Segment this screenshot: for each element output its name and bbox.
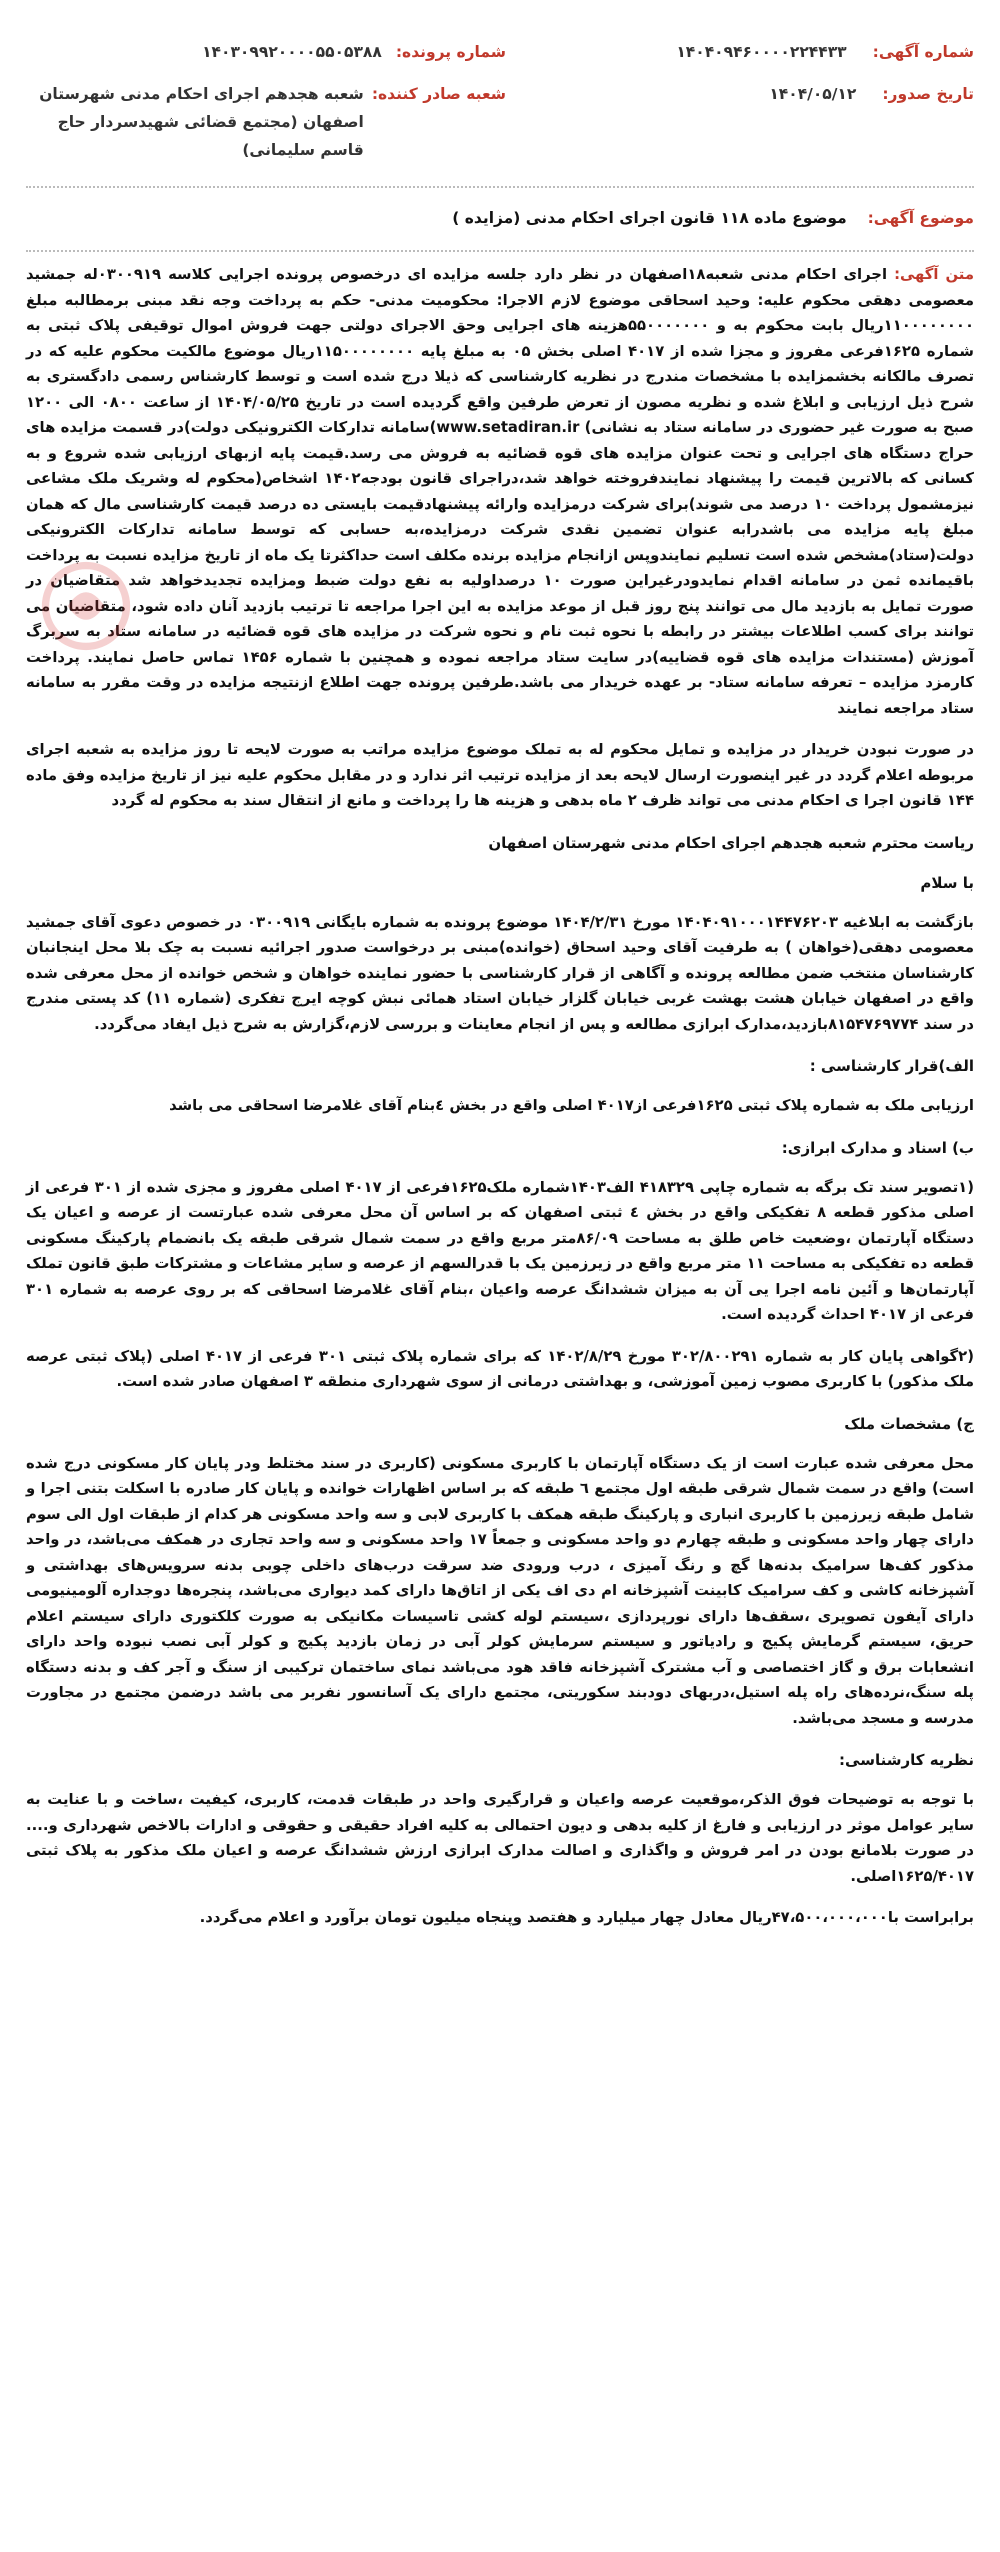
header-divider (26, 186, 974, 188)
ad-number (534, 38, 974, 66)
ad-number-label: شماره آگهی: (872, 43, 974, 61)
subject-divider (26, 250, 974, 252)
case-number-label: شماره پرونده: (395, 43, 506, 61)
section-jim-heading: ج) مشخصات ملک (844, 1414, 974, 1433)
issue-date-value: ۱۴۰۴/۰۵/۱۲ (769, 85, 857, 103)
section-be-heading: ب) اسناد و مدارک ابرازی: (781, 1138, 974, 1157)
body-paragraph-9: محل معرفی شده عبارت است از یک دستگاه آپارتمان با کاربری مسکونی (کاربری در سند مختلط ودر پایان کار مسکونی درج شده است) واقع در سمت شمال شرقی طبقه اول مجتمع ٦ طبقه که بر اساس اظهارات خوانده و پایان کار صادره با اسکلت بتنی اجرا و شامل طبقه زیرزمین با کاربری انباری و پارکینگ طبقه همکف با کاربری لابی و سه واحد مسکونی هر کدام از طبقات اول الی سوم دارای چهار واحد مسکونی و طبقه چهارم دو واحد مسکونی و جمعاً ۱۷ واحد مسکونی و سه واحد تجاری در همکف می‌باشد، در واحد مذکور کف‌ها سرامیک بدنه‌ها گچ و رنگ آمیزی ، درب ورودی ضد سرقت درب‌های داخلی چوبی بدنه سرویس‌های بهداشتی و آشپزخانه کاشی و کف سرامیک کابینت آشپزخانه ام دی اف یکی از اتاق‌ها دارای کمد دیواری می‌باشد، پنجره‌ها دوجداره آلومینیومی دارای آیفون تصویری ،سقف‌ها دارای نورپردازی ،سیستم لوله کشی تاسیسات مکانیکی به صورت کلکتوری دارای سیستم اعلام حریق، سیستم گرمایش پکیج و رادیاتور و سیستم سرمایش کولر آبی در زمان بازدید پکیج و کولر آبی نصب نبوده واحد دارای انشعابات برق و گاز اختصاصی و آب مشترک آشپزخانه فاقد هود می‌باشد نمای ساختمان ترکیبی از سنگ و آجر کف و بدنه دستگاه پله سنگ،نرده‌های راه پله استیل،دربهای دودبند سکوریتی، مجتمع دارای یک آسانسور نفربر می باشد درضمن مجتمع در مجاورت مدرسه و مسجد می‌باشد. (26, 1454, 975, 1727)
issuer-value: شعبه هجدهم اجرای احکام مدنی شهرستان اصفهان (مجتمع قضائی شهیدسردار حاج قاسم سلیمانی) (39, 85, 364, 159)
header-row-2 (26, 80, 974, 164)
ad-subject (26, 204, 974, 232)
ad-body (26, 262, 974, 1931)
body-paragraph-7: (۱تصویر سند تک برگه به شماره چاپی ۴۱۸۳۲۹ الف۱۴۰۳شماره ملک۱۶۲۵فرعی از ۴۰۱۷ اصلی مفروز و مجزی شده از ۳۰۱ فرعی از اصلی مذکور قطعه ٨ تفکیکی واقع در بخش ٤ ثبتی اصفهان که بر اساس آن محل معرفی شده عبارتست از عرصه و اعیان یک دستگاه آپارتمان ،وضعیت خاص طلق به مساحت ۸۶/۰۹متر مربع واقع در سمت شمال شرقی طبقه یک بانضمام پارکینگ مسکونی قطعه ده تفکیکی به مساحت ۱۱ متر مربع واقع در زیرزمین یک با قدرالسهم از عرصه و سایر مشاعات و مشترکات طبق قانون تملک آپارتمان‌ها و آئین نامه اجرا یی آن به میزان ششدانگ عرصه واعیان ،بنام آقای غلامرضا اسحاقی که بر روی عرصه به شماره ۳۰۱ فرعی از ۴۰۱۷ احداث گردیده است. (26, 1178, 975, 1323)
section-alef-heading: الف)قرار کارشناسی : (809, 1057, 974, 1075)
issue-date-label: تاریخ صدور: (882, 85, 974, 103)
greeting: با سلام (920, 873, 974, 892)
case-number-value: ۱۴۰۳۰۹۹۲۰۰۰۰۵۵۰۵۳۸۸ (202, 43, 382, 61)
body-paragraph-5: بازگشت به ابلاغیه ۱۴۰۴۰۹۱۰۰۰۱۴۴۷۶۲۰۳ مورخ ۱۴۰۴/۲/۳۱ موضوع پرونده به شماره بایگانی ۰۳۰۰۹۱۹ در خصوص دعوی آقای جمشید معصومی دهقی(خواهان ) به طرفیت آقای وحید اسحاق (خوانده)مبنی بر درخواست صدور اجرائیه نسبت به چک بلا محل اینجانبان کارشناسان منتخب ضمن مطالعه پرونده و آگاهی از قرار کارشناسی با حضور نماینده خواهان و شخص خوانده از محل معرفی شده واقع در اصفهان خیابان هشت بهشت غربی خیابان گلزار خیابان استاد همائی نبش کوچه ایرج تفکری (شماره ۱۱) کد پستی مندرج در سند ۸۱۵۴۷۶۹۷۷۴بازدید،مدارک ابرازی مطالعه و پس از انجام معاینات و بررسی لازم،گزارش به شرح ذیل ایفاد می‌گردد. (26, 913, 974, 1033)
issue-date (534, 80, 974, 108)
body-paragraph-2: در صورت نبودن خریدار در مزایده و تمایل محکوم له به تملک موضوع مزایده مراتب به صورت لایحه تا روز مزایده به شعبه اجرای مربوطه اعلام گردد در غیر اینصورت ارسال لایحه بعد از مزایده ترتیب اثر ندارد و در مقابل محکوم علیه نیز از تاریخ مزایده وفق ماده ۱۴۴ قانون اجرا ی احکام مدنی می تواند ظرف ۲ ماه بدهی و هزینه ها را پرداخت و مانع از انتقال سند به محکوم له گردد (26, 741, 974, 809)
body-paragraph-6: ارزیابی ملک به شماره پلاک ثبتی ۱۶۲۵فرعی از۴۰۱۷ اصلی واقع در بخش ٤بنام آقای غلامرضا اسحاقی می باشد (169, 1097, 974, 1114)
red-seal-watermark-icon (40, 560, 132, 652)
issuer (26, 80, 506, 164)
subject-value: موضوع ماده ۱۱۸ قانون اجرای احکام مدنی (مزایده ) (452, 209, 847, 227)
case-number (26, 38, 506, 66)
body-text-label: متن آگهی: (894, 266, 974, 283)
addressee-heading: ریاست محترم شعبه هجدهم اجرای احکام مدنی شهرستان اصفهان (488, 833, 974, 852)
ad-number-value: ۱۴۰۴۰۹۴۶۰۰۰۰۲۲۴۴۳۳ (676, 43, 847, 61)
body-paragraph-1 (26, 262, 974, 721)
issuer-label: شعبه صادر کننده: (371, 85, 506, 103)
body-paragraph-8: (۲گواهی پایان کار به شماره ۳۰۲/۸۰۰۲۹۱ مورخ ۱۴۰۲/۸/۲۹ که برای شماره پلاک ثبتی ۳۰۱ فرعی از ۴۰۱۷ اصلی (پلاک ثبتی عرصه ملک مذکور) با کاربری مصوب زمین آموزشی، و بهداشتی درمانی از سوی شهرداری منطقه ۳ اصفهان صادر شده است. (26, 1347, 974, 1390)
body-paragraph-11: برابراست با۴۷،۵۰۰،۰۰۰،۰۰۰ریال معادل چهار میلیارد و هفتصد وپنجاه میلیون تومان برآورد و اعلام می‌گردد. (199, 1909, 974, 1926)
header-row-1 (26, 38, 974, 66)
body-paragraph-1-text: اجرای احکام مدنی شعبه۱۸اصفهان در نظر دارد جلسه مزایده ای درخصوص پرونده اجرایی کلاسه ۰۳۰۰۹۱۹له جمشید معصومی دهقی محکوم علیه: وحید اسحاقی موضوع لازم الاجرا: محکومیت مدنی- حکم به پرداخت وجه نقد مبنی برمطالبه مبلغ ۱۱۰۰۰۰۰۰۰۰ریال بابت محکوم به و ۵۵۰۰۰۰۰۰۰هزینه های اجرایی وحق الاجرای دولتی جهت فروش اموال توقیفی پلاک ثبتی به شماره ۱۶۲۵فرعی مفروز و مجزا شده از ۴۰۱۷ اصلی بخش ۰۵ به مبلغ پایه ۱۱۵۰۰۰۰۰۰۰۰ریال موضوع مالکیت محکوم علیه که در تصرف مالکانه بخشمزایده با مشخصات مندرج در نظریه کارشناسی که ذیلا درج شده است و توسط کارشناس رسمی دادگستری به شرح ذیل ارزیابی و ابلاغ شده و نظریه مصون از تعرض طرفین واقع گردیده است در تاریخ ۱۴۰۴/۰۵/۲۵ از ساعت ۰۸۰۰ الی ۱۲۰۰ صبح به صورت غیر حضوری در سامانه ستاد به نشانی) www.setadiran.ir)سامانه تدارکات الکترونیکی دولت)در قسمت مزایده های حراج دستگاه های اجرایی و تحت عنوان مزایده های قوه قضائیه به فروش می رسد.قیمت پایه ازبهای ارزیابی شده شروع و به کسانی که بالاترین قیمت را پیشنهاد نمایندفروخته خواهد شد،دراجرای قانون بودجه۱۴۰۲ اشخاص(محکوم له وشریک ملک مشاعی نیزمشمول پرداخت ۱۰ درصد می شوند)برای شرکت درمزایده وارائه پیشنهادقیمت بایستی ده درصد قیمت کارشناسی مال که همان مبلغ پایه مزایده می باشدرابه عنوان تضمین نقدی شرکت درمزایده،به حسابی که توسط سامانه تدارکات الکترونیکی دولت(ستاد)مشخص شده است تسلیم نمایندوپس ازانجام مزایده برنده مکلف است حداکثرتا یک ماه از تاریخ مزایده نسبت به پرداخت باقیمانده ثمن در سامانه اقدام نمایدودرغیراین صورت ۱۰ درصداولیه به نفع دولت ضبط ومزایده تجدیدخواهد شد متقاضیان در صورت تمایل به بازدید مال می توانند پنج روز قبل از موعد مزایده به این اجرا مراجعه تا ترتیب بازدید آنان داده شود، متقاضیان می توانند برای کسب اطلاعات بیشتر در رابطه با نحوه ثبت نام و نحوه شرکت در مزایده های قوه قضائیه در سامانه ستاد به سربرگ آموزش (مستندات مزایده های قوه قضاییه)در سایت ستاد مراجعه نموده و همچنین با شماره ۱۴۵۶ تماس حاصل نمایند. پرداخت کارمزد مزایده – تعرفه سامانه ستاد- بر عهده خریدار می باشد.طرفین پرونده جهت اطلاع ازنتیجه مزایده در وقت مقرر به سامانه ستاد مراجعه نمایند (26, 266, 975, 717)
expert-opinion-heading: نظریه کارشناسی: (839, 1751, 974, 1769)
body-paragraph-10: با توجه به توضیحات فوق الذکر،موقعیت عرصه واعیان و قرارگیری واحد در طبقات قدمت، کاربری، کیفیت ،ساخت و با عنایت به سایر عوامل موثر در ارزیابی و فارغ از کلیه بدهی و دیون احتمالی به کلیه افراد حقیقی و حقوقی و ادارات بالاخص شهرداری و.... در صورت بلامانع بودن در امر فروش و واگذاری و اصالت مدارک ابرازی ارزش ششدانگ عرصه و اعیان ملک مذکور به پلاک ثبتی ۱۶۲۵/۴۰۱۷اصلی. (26, 1791, 974, 1885)
subject-label: موضوع آگهی: (867, 209, 974, 227)
